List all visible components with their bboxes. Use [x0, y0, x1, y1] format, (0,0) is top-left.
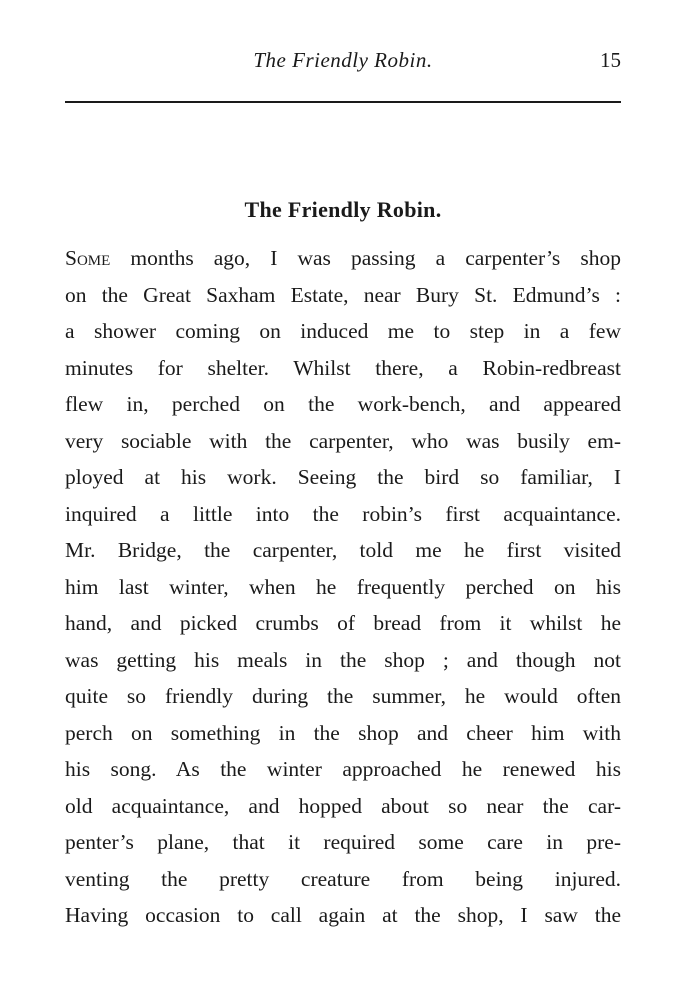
text-line: flew in, perched on the work-bench, and appeared: [65, 392, 621, 416]
text-line: very sociable with the carpenter, who was busily em-: [65, 428, 621, 453]
text-line: quite so friendly during the summer, he would often: [65, 684, 621, 708]
text-line: him last winter, when he frequently perched on his: [65, 574, 621, 599]
body-text: [65, 240, 621, 934]
text-line: on the Great Saxham Estate, near Bury St. Edmund’s :: [65, 282, 621, 307]
header-rule: [65, 101, 621, 103]
text-line: hand, and picked crumbs of bread from it whilst he: [65, 611, 621, 635]
text-line: [65, 240, 621, 277]
text-line: was getting his meals in the shop ; and though not: [65, 647, 621, 672]
text-line: ployed at his work. Seeing the bird so familiar, I: [65, 465, 621, 489]
text-line: inquired a little into the robin’s first acquaintance.: [65, 501, 621, 526]
text-line: his song. As the winter approached he renewed his: [65, 757, 621, 781]
text-line: old acquaintance, and hopped about so near the car-: [65, 793, 621, 818]
text-line-content: months ago, I was passing a carpenter’s shop: [110, 246, 621, 270]
running-title: The Friendly Robin.: [253, 48, 433, 72]
page-number: 15: [600, 48, 621, 72]
running-header: [65, 48, 621, 80]
text-line: perch on something in the shop and cheer him with: [65, 720, 621, 745]
text-line: penter’s plane, that it required some care in pre-: [65, 830, 621, 854]
chapter-title: The Friendly Robin.: [244, 197, 442, 222]
text-line: Having occasion to call again at the shop, I saw the: [65, 903, 621, 927]
text-line: minutes for shelter. Whilst there, a Robin-redbreast: [65, 355, 621, 380]
text-line: venting the pretty creature from being injured.: [65, 866, 621, 891]
text-line: a shower coming on induced me to step in a few: [65, 319, 621, 343]
opening-word: Some: [65, 246, 111, 270]
text-line: Mr. Bridge, the carpenter, told me he first visited: [65, 538, 621, 562]
